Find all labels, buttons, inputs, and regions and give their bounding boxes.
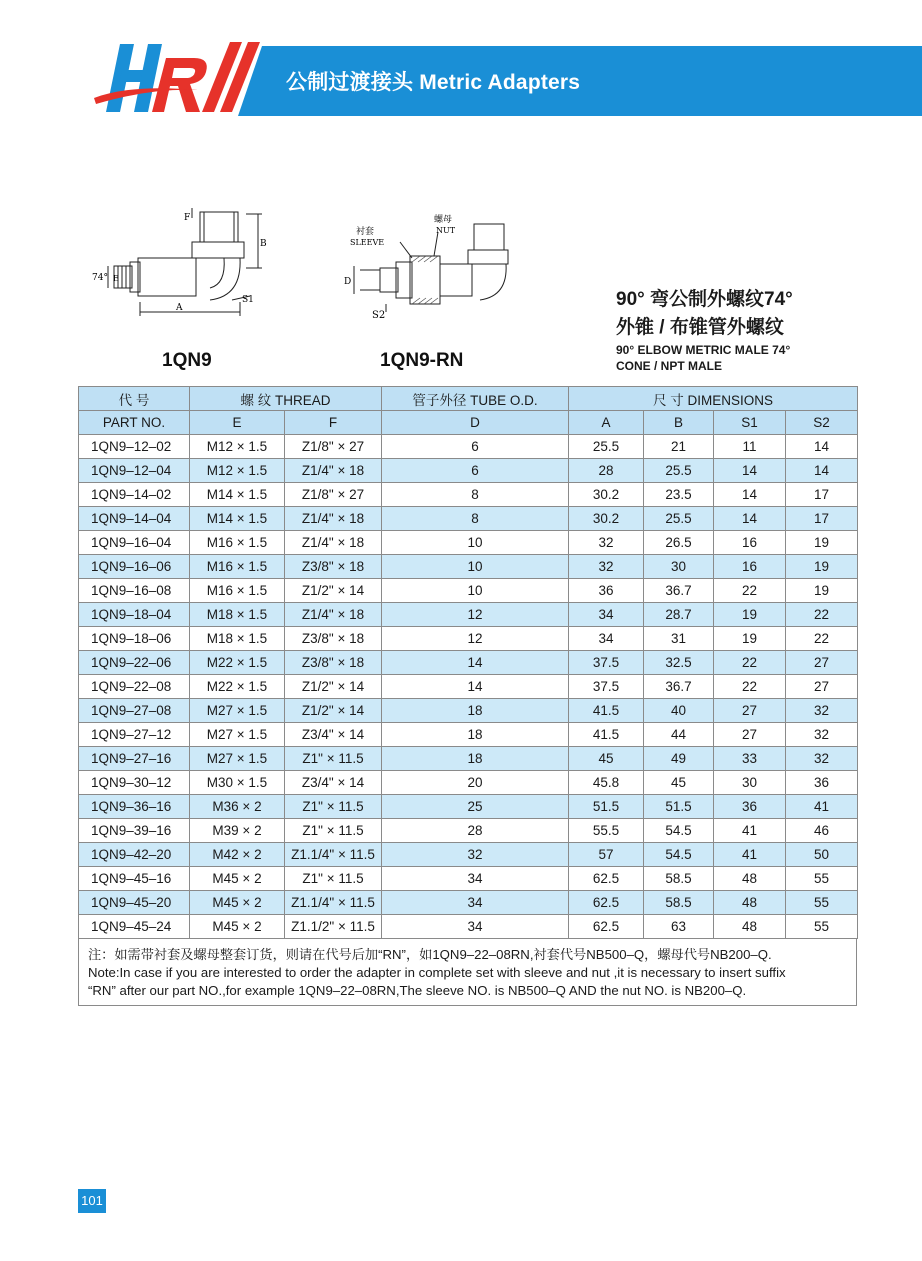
- label-d: D: [344, 277, 352, 287]
- table-cell: 32.5: [644, 651, 714, 675]
- table-cell: M45 × 2: [190, 867, 285, 891]
- table-cell: 17: [786, 483, 858, 507]
- table-cell: M18 × 1.5: [190, 603, 285, 627]
- table-cell: 32: [569, 531, 644, 555]
- table-cell: Z3/4" × 14: [285, 771, 382, 795]
- table-cell: 6: [382, 435, 569, 459]
- table-cell: Z1.1/2" × 11.5: [285, 915, 382, 939]
- table-cell: 32: [786, 723, 858, 747]
- table-cell: 41.5: [569, 699, 644, 723]
- table-cell: 27: [714, 723, 786, 747]
- table-cell: 63: [644, 915, 714, 939]
- table-cell: 19: [786, 579, 858, 603]
- table-cell: M14 × 1.5: [190, 483, 285, 507]
- table-row: [79, 579, 858, 603]
- table-cell: 25.5: [644, 507, 714, 531]
- table-cell: 21: [644, 435, 714, 459]
- table-row: [79, 843, 858, 867]
- table-cell: 25: [382, 795, 569, 819]
- table-cell: 22: [714, 651, 786, 675]
- part-number-cell: 1QN9–18–06: [79, 627, 190, 651]
- table-cell: M42 × 2: [190, 843, 285, 867]
- table-row: [79, 651, 858, 675]
- table-cell: 30.2: [569, 507, 644, 531]
- table-cell: Z3/4" × 14: [285, 723, 382, 747]
- table-row: [79, 555, 858, 579]
- table-cell: 34: [382, 915, 569, 939]
- table-row: [79, 675, 858, 699]
- table-cell: 50: [786, 843, 858, 867]
- table-cell: 62.5: [569, 891, 644, 915]
- label-nut-cn: 螺母: [434, 215, 453, 225]
- table-cell: 25.5: [569, 435, 644, 459]
- order-note: [78, 938, 857, 1006]
- table-cell: 14: [714, 459, 786, 483]
- table-cell: Z1/8" × 27: [285, 483, 382, 507]
- table-cell: Z3/8" × 18: [285, 555, 382, 579]
- model-label-1qn9-rn: 1QN9-RN: [380, 350, 464, 371]
- table-cell: Z1/4" × 18: [285, 507, 382, 531]
- table-cell: 28: [569, 459, 644, 483]
- part-number-cell: 1QN9–16–04: [79, 531, 190, 555]
- part-number-cell: 1QN9–27–16: [79, 747, 190, 771]
- table-cell: 48: [714, 891, 786, 915]
- part-number-cell: 1QN9–18–04: [79, 603, 190, 627]
- part-number-cell: 1QN9–45–20: [79, 891, 190, 915]
- table-cell: 26.5: [644, 531, 714, 555]
- table-cell: 41: [714, 843, 786, 867]
- description-cn-line1: 90° 弯公制外螺纹74°: [616, 289, 793, 310]
- table-cell: M12 × 1.5: [190, 435, 285, 459]
- table-cell: 62.5: [569, 867, 644, 891]
- table-cell: 54.5: [644, 819, 714, 843]
- table-cell: 55: [786, 891, 858, 915]
- table-cell: 18: [382, 699, 569, 723]
- part-number-cell: 1QN9–16–08: [79, 579, 190, 603]
- table-cell: 41: [714, 819, 786, 843]
- drawing-1qn9: [92, 200, 272, 325]
- column-header: S1: [714, 411, 786, 435]
- header-dimensions: 尺 寸 DIMENSIONS: [569, 387, 858, 411]
- table-cell: 22: [714, 675, 786, 699]
- table-cell: 30: [644, 555, 714, 579]
- table-cell: 30.2: [569, 483, 644, 507]
- column-header: A: [569, 411, 644, 435]
- table-cell: M14 × 1.5: [190, 507, 285, 531]
- table-cell: 22: [786, 627, 858, 651]
- table-cell: 19: [786, 531, 858, 555]
- table-cell: M18 × 1.5: [190, 627, 285, 651]
- label-b: B: [260, 239, 267, 249]
- table-cell: Z1/2" × 14: [285, 699, 382, 723]
- part-number-cell: 1QN9–12–04: [79, 459, 190, 483]
- note-line-en-1: Note:In case if you are interested to order the adapter in complete set with sleeve and nut ,it is necessary to insert suffix: [88, 965, 786, 980]
- table-cell: 45: [569, 747, 644, 771]
- table-row: [79, 507, 858, 531]
- table-row: [79, 627, 858, 651]
- part-number-cell: 1QN9–45–16: [79, 867, 190, 891]
- table-cell: Z1/2" × 14: [285, 675, 382, 699]
- table-cell: 10: [382, 555, 569, 579]
- part-number-cell: 1QN9–39–16: [79, 819, 190, 843]
- table-cell: Z1/4" × 18: [285, 459, 382, 483]
- table-cell: 12: [382, 603, 569, 627]
- table-row: [79, 435, 858, 459]
- table-cell: 32: [569, 555, 644, 579]
- column-header: D: [382, 411, 569, 435]
- table-cell: 48: [714, 867, 786, 891]
- table-cell: 55: [786, 915, 858, 939]
- table-cell: 30: [714, 771, 786, 795]
- table-row: [79, 867, 858, 891]
- table-cell: 16: [714, 531, 786, 555]
- table-cell: Z1" × 11.5: [285, 795, 382, 819]
- table-cell: Z1" × 11.5: [285, 867, 382, 891]
- description-en-line1: 90° ELBOW METRIC MALE 74°: [616, 343, 791, 357]
- part-number-cell: 1QN9–22–06: [79, 651, 190, 675]
- table-cell: M30 × 1.5: [190, 771, 285, 795]
- table-cell: 22: [786, 603, 858, 627]
- table-cell: 41.5: [569, 723, 644, 747]
- table-row: [79, 699, 858, 723]
- table-header-row-2: [79, 411, 858, 435]
- part-number-cell: 1QN9–27–08: [79, 699, 190, 723]
- table-cell: 44: [644, 723, 714, 747]
- table-cell: 10: [382, 579, 569, 603]
- product-description: [616, 286, 916, 374]
- table-cell: 34: [382, 867, 569, 891]
- table-row: [79, 891, 858, 915]
- table-cell: M27 × 1.5: [190, 699, 285, 723]
- spec-table: [78, 386, 858, 939]
- table-cell: 46: [786, 819, 858, 843]
- table-cell: 25.5: [644, 459, 714, 483]
- table-cell: 45: [644, 771, 714, 795]
- table-row: [79, 795, 858, 819]
- table-cell: M27 × 1.5: [190, 723, 285, 747]
- table-cell: 36: [714, 795, 786, 819]
- table-cell: 11: [714, 435, 786, 459]
- table-row: [79, 771, 858, 795]
- table-cell: 34: [569, 627, 644, 651]
- table-cell: 14: [714, 483, 786, 507]
- table-cell: Z3/8" × 18: [285, 627, 382, 651]
- table-cell: 27: [714, 699, 786, 723]
- table-cell: 51.5: [644, 795, 714, 819]
- column-header: E: [190, 411, 285, 435]
- column-header: S2: [786, 411, 858, 435]
- note-line-en-2: “RN” after our part NO.,for example 1QN9–22–08RN,The sleeve NO. is NB500–Q AND the nut NO. is NB200–Q.: [88, 983, 747, 998]
- table-cell: M27 × 1.5: [190, 747, 285, 771]
- table-cell: 27: [786, 651, 858, 675]
- label-s1: S1: [242, 295, 254, 305]
- table-cell: 40: [644, 699, 714, 723]
- label-sleeve-cn: 衬套: [356, 227, 375, 237]
- table-cell: 58.5: [644, 891, 714, 915]
- table-cell: 14: [786, 459, 858, 483]
- table-cell: 58.5: [644, 867, 714, 891]
- header-tube: 管子外径 TUBE O.D.: [382, 387, 569, 411]
- table-cell: 12: [382, 627, 569, 651]
- table-cell: Z1.1/4" × 11.5: [285, 891, 382, 915]
- table-cell: 19: [714, 603, 786, 627]
- table-cell: 41: [786, 795, 858, 819]
- table-cell: 27: [786, 675, 858, 699]
- part-number-cell: 1QN9–30–12: [79, 771, 190, 795]
- table-cell: Z1" × 11.5: [285, 819, 382, 843]
- model-label-1qn9: 1QN9: [162, 350, 212, 371]
- table-cell: 16: [714, 555, 786, 579]
- table-cell: Z1/4" × 18: [285, 531, 382, 555]
- table-cell: 55.5: [569, 819, 644, 843]
- table-row: [79, 747, 858, 771]
- label-nut-en: NUT: [436, 226, 456, 235]
- table-cell: M12 × 1.5: [190, 459, 285, 483]
- table-cell: Z1/8" × 27: [285, 435, 382, 459]
- page-number: 101: [78, 1189, 106, 1213]
- table-row: [79, 723, 858, 747]
- label-f: F: [184, 213, 191, 223]
- table-cell: 14: [382, 651, 569, 675]
- table-cell: M22 × 1.5: [190, 675, 285, 699]
- part-number-cell: 1QN9–27–12: [79, 723, 190, 747]
- column-header: F: [285, 411, 382, 435]
- part-number-cell: 1QN9–16–06: [79, 555, 190, 579]
- table-cell: 19: [714, 627, 786, 651]
- table-cell: 36: [786, 771, 858, 795]
- table-cell: 32: [786, 747, 858, 771]
- label-sleeve-en: SLEEVE: [350, 238, 385, 247]
- table-row: [79, 483, 858, 507]
- header-thread: 螺 纹 THREAD: [190, 387, 382, 411]
- table-cell: 23.5: [644, 483, 714, 507]
- table-cell: 14: [382, 675, 569, 699]
- part-number-cell: 1QN9–12–02: [79, 435, 190, 459]
- table-cell: 57: [569, 843, 644, 867]
- table-row: [79, 531, 858, 555]
- table-cell: 18: [382, 747, 569, 771]
- table-cell: 8: [382, 507, 569, 531]
- table-cell: 62.5: [569, 915, 644, 939]
- table-cell: M36 × 2: [190, 795, 285, 819]
- drawing-1qn9-rn: [340, 212, 530, 322]
- label-s2: S2: [372, 310, 386, 321]
- table-cell: Z3/8" × 18: [285, 651, 382, 675]
- header-title: 公制过渡接头 Metric Adapters: [286, 71, 581, 94]
- table-cell: 37.5: [569, 675, 644, 699]
- table-cell: 54.5: [644, 843, 714, 867]
- table-cell: M16 × 1.5: [190, 531, 285, 555]
- table-cell: 36.7: [644, 675, 714, 699]
- table-cell: M45 × 2: [190, 891, 285, 915]
- table-cell: 14: [786, 435, 858, 459]
- table-cell: Z1" × 11.5: [285, 747, 382, 771]
- table-cell: M16 × 1.5: [190, 579, 285, 603]
- table-cell: 34: [382, 891, 569, 915]
- table-header-row-1: [79, 387, 858, 411]
- table-cell: 6: [382, 459, 569, 483]
- part-number-cell: 1QN9–22–08: [79, 675, 190, 699]
- column-header: PART NO.: [79, 411, 190, 435]
- table-cell: 55: [786, 867, 858, 891]
- table-cell: M22 × 1.5: [190, 651, 285, 675]
- part-number-cell: 1QN9–45–24: [79, 915, 190, 939]
- label-angle: 74°: [92, 273, 108, 283]
- table-cell: 45.8: [569, 771, 644, 795]
- table-cell: 36: [569, 579, 644, 603]
- table-cell: M45 × 2: [190, 915, 285, 939]
- table-row: [79, 603, 858, 627]
- label-e: E: [113, 274, 119, 283]
- table-row: [79, 915, 858, 939]
- table-cell: Z1.1/4" × 11.5: [285, 843, 382, 867]
- label-a: A: [176, 303, 183, 313]
- table-cell: 33: [714, 747, 786, 771]
- part-number-cell: 1QN9–14–04: [79, 507, 190, 531]
- table-cell: 10: [382, 531, 569, 555]
- table-cell: 36.7: [644, 579, 714, 603]
- table-cell: 14: [714, 507, 786, 531]
- table-cell: 49: [644, 747, 714, 771]
- table-cell: 32: [786, 699, 858, 723]
- table-cell: 18: [382, 723, 569, 747]
- table-cell: 17: [786, 507, 858, 531]
- header-code: 代 号: [79, 387, 190, 411]
- table-cell: M16 × 1.5: [190, 555, 285, 579]
- table-cell: 28.7: [644, 603, 714, 627]
- table-cell: 19: [786, 555, 858, 579]
- table-cell: 32: [382, 843, 569, 867]
- table-cell: 34: [569, 603, 644, 627]
- table-cell: 22: [714, 579, 786, 603]
- description-en-line2: CONE / NPT MALE: [616, 359, 723, 373]
- table-cell: 31: [644, 627, 714, 651]
- table-cell: 48: [714, 915, 786, 939]
- table-row: [79, 819, 858, 843]
- spec-table-body: [79, 435, 858, 939]
- table-cell: M39 × 2: [190, 819, 285, 843]
- table-cell: Z1/4" × 18: [285, 603, 382, 627]
- table-cell: 20: [382, 771, 569, 795]
- table-row: [79, 459, 858, 483]
- note-line-cn: 注：如需带衬套及螺母整套订货，则请在代号后加“RN”，如1QN9–22–08RN,衬套代号NB500–Q，螺母代号NB200–Q.: [88, 947, 772, 962]
- table-cell: 51.5: [569, 795, 644, 819]
- company-logo: [90, 40, 280, 120]
- part-number-cell: 1QN9–14–02: [79, 483, 190, 507]
- table-cell: Z1/2" × 14: [285, 579, 382, 603]
- table-cell: 8: [382, 483, 569, 507]
- table-cell: 28: [382, 819, 569, 843]
- part-number-cell: 1QN9–36–16: [79, 795, 190, 819]
- table-cell: 37.5: [569, 651, 644, 675]
- description-cn-line2: 外锥 / 布锥管外螺纹: [616, 317, 784, 338]
- part-number-cell: 1QN9–42–20: [79, 843, 190, 867]
- column-header: B: [644, 411, 714, 435]
